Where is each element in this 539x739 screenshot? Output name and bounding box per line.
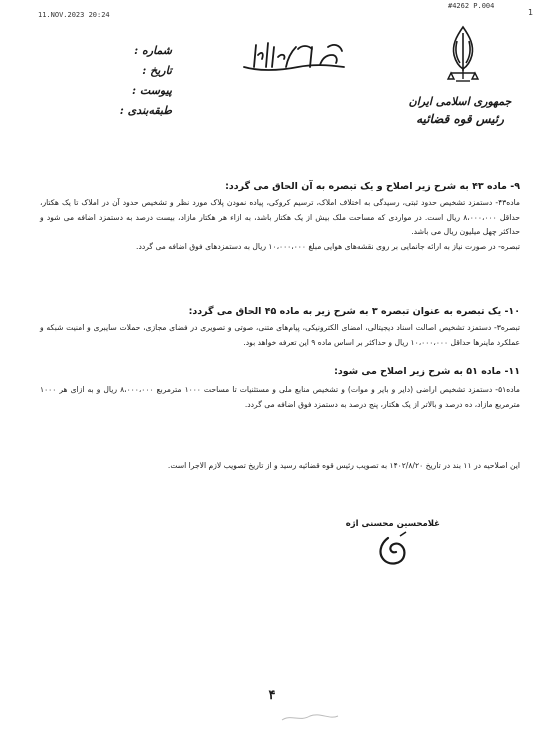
- meta-classification-label: طبقه‌بندی :: [119, 104, 172, 117]
- meta-date-label: تاریخ :: [142, 64, 172, 77]
- section-paragraph: تبصره۳- دستمزد تشخیص اصالت اسناد دیجیتالی، امضای الکترونیکی، پیام‌های متنی، صوتی و تصویری در فضای مجازی، حملات سایبری و امنیت شبکه و عملکرد ماینرها حداقل ۱۰،۰۰۰،۰۰۰ ریال و حداکثر بر اساس ماده ۹ این تعرفه خواهد بود.: [40, 323, 520, 347]
- closing-statement: این اصلاحیه در ۱۱ بند در تاریخ ۱۴۰۲/۸/۲۰ به تصویب رئیس قوه قضائیه رسید و از تاریخ تصویب لازم الاجرا است.: [167, 461, 520, 470]
- letterhead-office: رئیس قوه قضائیه: [416, 112, 504, 126]
- meta-number-label: شماره :: [134, 44, 172, 57]
- section-9: [40, 180, 520, 254]
- section-paragraph: ماده۴۳- دستمزد تشخیص حدود ثبتی، رسیدگی به اختلاف املاک، ترسیم کروکی، پیاده نمودن پلاک مورد نظر و تشخیص حدود آن در املاک تا یک هکتار، حداقل ۸،۰۰۰،۰۰۰ ریال است. در مواردی که مساحت ملک بیش از یک هکتار باشد، به ازاء هر هکتار مازاد، بیست درصد به دستمزد اضافه می شود و حداکثر چهل میلیون ریال می باشد.: [40, 198, 521, 236]
- iran-emblem-icon: [446, 25, 480, 83]
- fax-page-ref: #4262 P.004: [448, 2, 495, 10]
- meta-attachment-label: پیوست :: [132, 84, 172, 97]
- section-heading: ۱۱- ماده ۵۱ به شرح زیر اصلاح می شود:: [334, 366, 520, 377]
- letterhead-country: جمهوری اسلامی ایران: [408, 95, 512, 108]
- faint-stamp-mark: [280, 710, 340, 724]
- document-meta-labels: [100, 41, 172, 121]
- section-heading: ۱۰- یک تبصره به عنوان تبصره ۳ به شرح زیر به ماده ۴۵ الحاق می گردد:: [188, 306, 520, 317]
- page-number: ۴: [268, 688, 276, 703]
- section-10: [40, 305, 520, 350]
- section-paragraph: تبصره- در صورت نیاز به ارائه جانمایی بر روی نقشه‌های هوایی مبلغ ۱۰،۰۰۰،۰۰۰ ریال به دستمزدهای فوق اضافه می گردد.: [136, 241, 520, 251]
- section-paragraph: ماده۵۱- دستمزد تشخیص اراضی (دایر و بایر و موات) و تشخیص منابع ملی و مستثنیات تا مساحت ۱۰۰۰ مترمربع ۸،۰۰۰،۰۰۰ ریال و به ازای هر ۱۰۰۰ مترمربع مازاد، ده درصد و بالاتر از یک هکتار، پنج درصد به دستمزد فوق اضافه می گردد.: [40, 385, 520, 409]
- section-11: [40, 365, 520, 412]
- signer-name: غلامحسین محسنی اژه: [345, 519, 440, 529]
- fax-timestamp: 11.NOV.2023 20:24: [38, 11, 110, 19]
- signature-mark: [370, 530, 420, 570]
- section-heading: ۹- ماده ۴۳ به شرح زیر اصلاح و یک تبصره به آن الحاق می گردد:: [225, 181, 520, 192]
- basmala-calligraphy: [238, 37, 350, 77]
- page-marker: 1: [528, 8, 534, 17]
